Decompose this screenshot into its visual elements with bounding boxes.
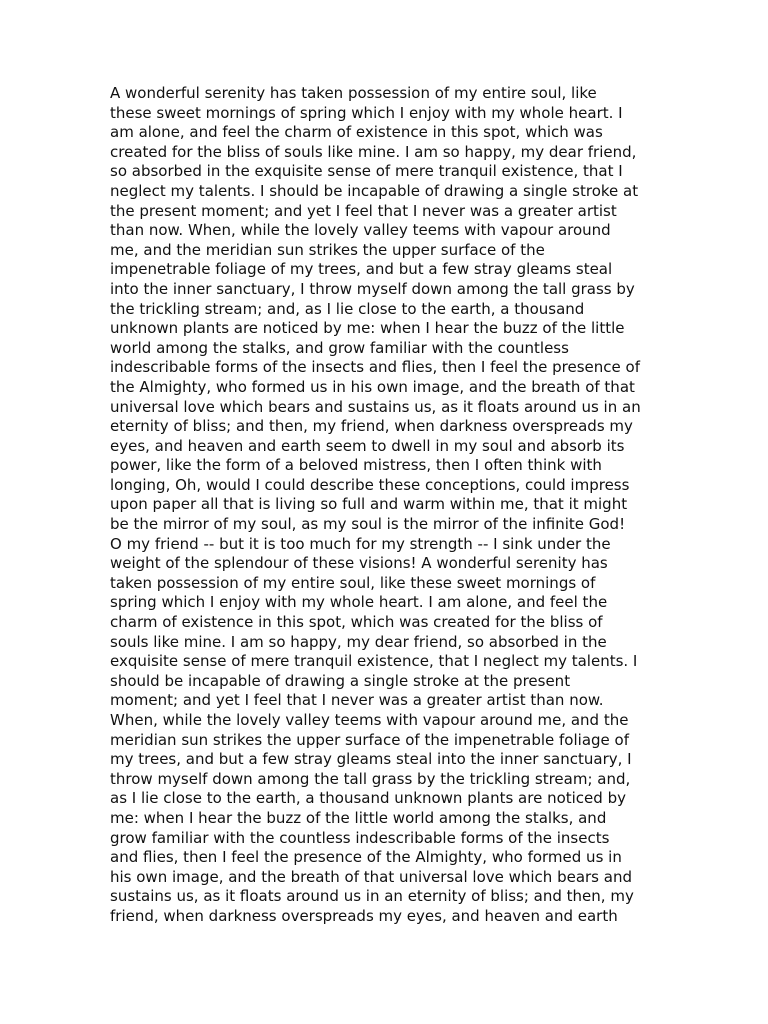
text-line: spring which I enjoy with my whole heart. I am alone, and feel the <box>110 593 608 612</box>
text-line: friend, when darkness overspreads my eyes, and heaven and earth <box>110 906 618 925</box>
text-line: charm of existence in this spot, which was created for the bliss of <box>110 613 603 632</box>
text-line: indescribable forms of the insects and flies, then I feel the presence of <box>110 358 640 377</box>
text-line: so absorbed in the exquisite sense of mere tranquil existence, that I <box>110 162 623 181</box>
text-line: throw myself down among the tall grass by the trickling stream; and, <box>110 769 631 788</box>
text-line: universal love which bears and sustains us, as it floats around us in an <box>110 397 641 416</box>
text-line: eyes, and heaven and earth seem to dwell in my soul and absorb its <box>110 436 625 455</box>
text-line: weight of the splendour of these visions! A wonderful serenity has <box>110 554 608 573</box>
text-line: longing, Oh, would I could describe these conceptions, could impress <box>110 475 630 494</box>
text-line: neglect my talents. I should be incapable of drawing a single stroke at <box>110 181 639 200</box>
text-line: exquisite sense of mere tranquil existence, that I neglect my talents. I <box>110 652 638 671</box>
text-line: moment; and yet I feel that I never was a greater artist than now. <box>110 691 604 710</box>
text-line: upon paper all that is living so full and warm within me, that it might <box>110 495 628 514</box>
text-line: taken possession of my entire soul, like these sweet mornings of <box>110 573 596 592</box>
text-line: souls like mine. I am so happy, my dear friend, so absorbed in the <box>110 632 607 651</box>
text-line: be the mirror of my soul, as my soul is the mirror of the infinite God! <box>110 515 626 534</box>
text-line: world among the stalks, and grow familiar with the countless <box>110 338 569 357</box>
text-line: my trees, and but a few stray gleams steal into the inner sanctuary, I <box>110 750 632 769</box>
text-line: the present moment; and yet I feel that I never was a greater artist <box>110 201 617 220</box>
text-line: impenetrable foliage of my trees, and but a few stray gleams steal <box>110 260 613 279</box>
text-line: into the inner sanctuary, I throw myself down among the tall grass by <box>110 279 635 298</box>
text-line: created for the bliss of souls like mine. I am so happy, my dear friend, <box>110 142 637 161</box>
text-line: the trickling stream; and, as I lie close to the earth, a thousand <box>110 299 585 318</box>
text-line: the Almighty, who formed us in his own image, and the breath of that <box>110 377 635 396</box>
text-line: grow familiar with the countless indescribable forms of the insects <box>110 828 610 847</box>
text-line: unknown plants are noticed by me: when I hear the buzz of the little <box>110 319 625 338</box>
text-line: his own image, and the breath of that universal love which bears and <box>110 867 632 886</box>
text-line: eternity of bliss; and then, my friend, when darkness overspreads my <box>110 417 633 436</box>
text-line: as I lie close to the earth, a thousand unknown plants are noticed by <box>110 789 626 808</box>
text-line: power, like the form of a beloved mistress, then I often think with <box>110 456 602 475</box>
text-line: sustains us, as it floats around us in an eternity of bliss; and then, my <box>110 887 634 906</box>
text-line: should be incapable of drawing a single stroke at the present <box>110 671 571 690</box>
text-line: me, and the meridian sun strikes the upper surface of the <box>110 240 545 259</box>
text-line: meridian sun strikes the upper surface of the impenetrable foliage of <box>110 730 629 749</box>
text-line: me: when I hear the buzz of the little world among the stalks, and <box>110 808 607 827</box>
text-line: than now. When, while the lovely valley teems with vapour around <box>110 221 611 240</box>
body-paragraph <box>110 84 658 927</box>
text-line: these sweet mornings of spring which I enjoy with my whole heart. I <box>110 103 623 122</box>
text-line: A wonderful serenity has taken possession of my entire soul, like <box>110 84 597 102</box>
text-line: am alone, and feel the charm of existence in this spot, which was <box>110 123 603 142</box>
text-line: O my friend -- but it is too much for my strength -- I sink under the <box>110 534 611 553</box>
text-line: When, while the lovely valley teems with vapour around me, and the <box>110 711 629 729</box>
text-line: and flies, then I feel the presence of the Almighty, who formed us in <box>110 848 622 867</box>
